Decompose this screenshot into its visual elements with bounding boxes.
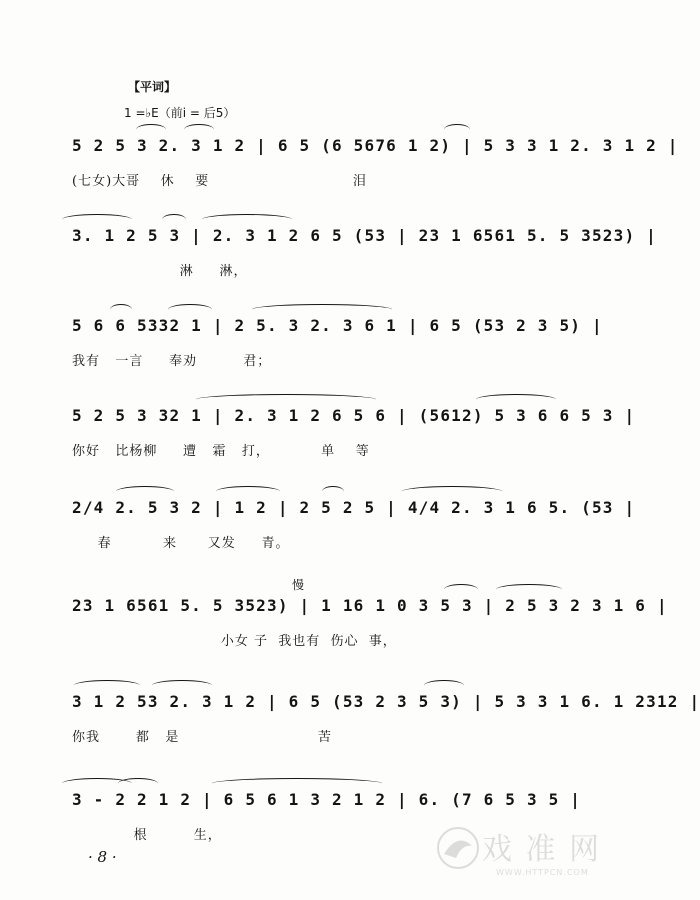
key-signature: 1 =♭E（前i̇ = 后5） xyxy=(124,106,236,120)
notation-line: 5 6 6 5332 1 | 2 5. 3 2. 3 6 1 | 6 5 (53 2 3 5) | xyxy=(72,316,603,335)
notation-line: 3. 1 2 5 3 | 2. 3 1 2 6 5 (53 | 23 1 6561 5. 5 3523) | xyxy=(72,226,657,245)
slur xyxy=(424,680,464,691)
watermark-logo-icon xyxy=(434,824,482,872)
lyric-line: 春 来 又发 青。 xyxy=(72,536,290,551)
notation-line: 2/4 2. 5 3 2 | 1 2 | 2 5 2 5 | 4/4 2. 3 1 6 5. (53 | xyxy=(72,498,636,517)
slur xyxy=(118,778,158,789)
section-tag: 【平词】 xyxy=(128,80,177,94)
slur xyxy=(212,778,382,789)
slur xyxy=(252,304,392,315)
slur xyxy=(402,486,502,497)
page-number: · 8 · xyxy=(88,848,117,866)
notation-line: 3 - 2 2 1 2 | 6 5 6 1 3 2 1 2 | 6. (7 6 5 3 5 | xyxy=(72,790,582,809)
slur xyxy=(444,584,478,595)
lyric-line: 小女 子 我也有 伤心 事， xyxy=(72,634,397,649)
lyric-line: (七女)大哥 休 要 泪 xyxy=(72,174,367,189)
slur xyxy=(196,394,376,405)
lyric-line: 你我 都 是 苦 xyxy=(72,730,332,745)
lyric-line: 我有 一言 奉劝 君； xyxy=(72,354,272,369)
slur xyxy=(162,214,186,225)
watermark xyxy=(430,820,610,890)
score-row-3 xyxy=(72,316,603,396)
lyric-line: 淋 淋， xyxy=(72,264,248,279)
slur xyxy=(62,214,132,225)
slur xyxy=(496,584,562,595)
slur xyxy=(216,486,280,497)
notation-line: 5 2 5 3 2. 3 1 2 | 6 5 (6 5676 1 2) | 5 3 3 1 2. 3 1 2 | xyxy=(72,136,679,155)
score-row-5 xyxy=(72,498,636,578)
slur xyxy=(202,214,292,225)
score-row-1 xyxy=(72,136,679,216)
score-row-6 xyxy=(72,578,668,676)
notation-line: 3 1 2 53 2. 3 1 2 | 6 5 (53 2 3 5 3) | 5 3 3 1 6. 1 2312 | xyxy=(72,692,700,711)
tempo-mark: 慢 xyxy=(292,578,305,592)
score-row-4 xyxy=(72,406,636,486)
slur xyxy=(444,124,470,135)
watermark-url: WWW.HTTPCN.COM xyxy=(496,868,589,877)
slur xyxy=(476,394,556,405)
watermark-text: 戏 准 网 xyxy=(482,832,602,867)
slur xyxy=(152,680,212,691)
slur xyxy=(74,680,140,691)
lyric-line: 根 生， xyxy=(72,828,222,843)
score-row-7 xyxy=(72,692,700,772)
slur xyxy=(110,304,132,315)
slur xyxy=(136,124,166,135)
notation-line: 23 1 6561 5. 5 3523) | 1 16 1 0 3 5 3 | 2 5 3 2 3 1 6 | xyxy=(72,596,668,615)
notation-line: 5 2 5 3 32 1 | 2. 3 1 2 6 5 6 | (5612) 5 3 6 6 5 3 | xyxy=(72,406,636,425)
lyric-line: 你好 比杨柳 遭 霜 打， 单 等 xyxy=(72,444,370,459)
slur xyxy=(168,304,212,315)
score-row-2 xyxy=(72,226,657,306)
slur xyxy=(322,486,344,497)
slur xyxy=(116,486,174,497)
slur xyxy=(184,124,214,135)
